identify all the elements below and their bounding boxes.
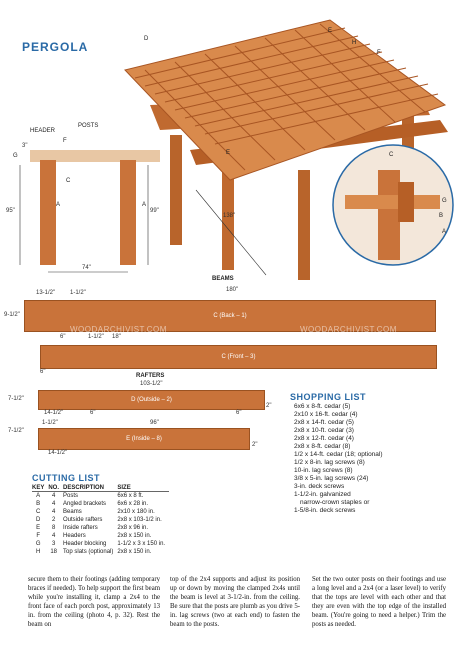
dim-header-3: 3": [22, 143, 28, 149]
label-f-left: F: [63, 138, 67, 144]
rafter-outside-board: D (Outside – 2): [38, 390, 265, 410]
list-item: 10-in. lag screws (8): [294, 467, 353, 474]
table-row: E 8 Inside rafters 2x8 x 96 in.: [36, 525, 149, 531]
dim-beam-end-1: 13-1/2": [36, 290, 56, 296]
dim-beam-end-2: 1-1/2": [70, 290, 86, 296]
dim-rafter-notch: 14-1/2": [44, 410, 64, 416]
dim-rafter-2b: 2": [252, 442, 258, 448]
dim-post-95: 95": [6, 208, 15, 214]
list-item: 3-in. deck screws: [294, 483, 345, 490]
label-beams: BEAMS: [212, 276, 234, 282]
cutting-list-table: [32, 485, 262, 556]
label-d: D: [144, 36, 149, 42]
table-row: F 4 Headers 2x8 x 150 in.: [36, 533, 152, 539]
watermark-2: WOODARCHIVIST.COM: [300, 325, 397, 334]
label-g: G: [442, 198, 447, 204]
list-item: 1/2 x 14-ft. cedar (18; optional): [294, 451, 383, 458]
body-column-2: top of the 2x4 supports and adjust its position up or down by moving the clamped 2x4s until the beam is level at 3-1/2-in. from the ceiling. Be sure that the posts are plumb as you drive 5-in. lag screws (two at each end) to fasten the beam to the posts.: [170, 576, 300, 628]
list-item: 1-1/2-in. galvanized: [294, 491, 351, 498]
label-b: B: [439, 213, 444, 219]
label-a: A: [442, 229, 447, 235]
dim-rafter-6: 6": [90, 410, 96, 416]
label-e2: E: [226, 150, 231, 156]
beam-back-board: C (Back – 1): [24, 300, 436, 332]
table-row: D 2 Outside rafters 2x8 x 103-1/2 in.: [36, 517, 162, 523]
label-h: H: [352, 40, 357, 46]
detail-post: [378, 170, 400, 260]
shopping-list-title: SHOPPING LIST: [290, 392, 367, 402]
dim-beam-depth: 9-1/2": [4, 312, 20, 318]
dim-rafter-notch-2: 14-1/2": [48, 450, 68, 456]
list-item: 3/8 x 5-in. lag screws (24): [294, 475, 369, 482]
label-rafters: RAFTERS: [136, 373, 165, 379]
detail-header: [345, 195, 440, 209]
label-e: E: [328, 28, 333, 34]
list-item: 1/2 x 8-in. lag screws (8): [294, 459, 365, 466]
dim-rafter-depth: 7-1/2": [8, 396, 24, 402]
list-item: 2x8 x 8-ft. cedar (8): [294, 443, 351, 450]
body-column-3: Set the two outer posts on their footings and use a long level and a 2x4 (or a laser level) to verify that the tops are level with each other and that they are even with the top edge of the installed beam. (You're going to need a helper.) Trim the posts as needed.: [312, 576, 446, 628]
table-row: G 3 Header blocking 1-1/2 x 3 x 150 in.: [35, 541, 166, 547]
list-item: 2x8 x 12-ft. cedar (4): [294, 435, 354, 442]
label-header: HEADER: [30, 128, 56, 134]
label-f: F: [377, 50, 381, 56]
dim-beam-1-5: 1-1/2": [88, 334, 104, 340]
cutting-list-header: KEY NO. DESCRIPTION SIZE: [32, 485, 169, 492]
list-item: 2x8 x 10-ft. cedar (3): [294, 427, 354, 434]
dim-rafter-length: 103-1/2": [140, 381, 163, 387]
shopping-list: [294, 403, 383, 515]
dim-top-span: 138": [223, 213, 236, 219]
table-row: H 18 Top slats (optional) 2x8 x 150 in.: [36, 549, 152, 555]
post-a-left: [40, 160, 56, 265]
table-row: C 4 Beams 2x10 x 180 in.: [36, 509, 155, 515]
cutting-list-title: CUTTING LIST: [32, 473, 100, 483]
label-a-right: A: [142, 202, 147, 208]
list-item: 1-5/8-in. deck screws: [294, 507, 356, 514]
dim-rafter-2: 2": [266, 403, 272, 409]
table-row: B 4 Angled brackets 6x6 x 28 in.: [36, 501, 149, 507]
dim-post-99: 99": [150, 208, 159, 214]
list-item: narrow-crown staples or: [300, 499, 370, 506]
table-row: A 4 Posts 6x6 x 8 ft.: [36, 493, 144, 499]
dim-beam-6: 6": [60, 334, 66, 340]
body-column-1: secure them to their footings (adding temporary braces if needed). To help support the first beam while you're installing it, clamp a 2x4 to the front face of each porch post, approximately 13 in. from the ceiling (photo 4, p. 32). Rest the beam on: [28, 576, 160, 628]
dim-rafter-96: 96": [150, 420, 159, 426]
dim-beam-6b: 6": [40, 369, 46, 375]
list-item: 6x6 x 8-ft. cedar (5): [294, 403, 351, 410]
label-posts: POSTS: [78, 123, 99, 129]
label-g-left: G: [13, 153, 18, 159]
dim-beam-length: 180": [226, 287, 239, 293]
list-item: 2x10 x 16-ft. cedar (4): [294, 411, 358, 418]
dim-beam-18: 18": [112, 334, 121, 340]
post-a-right: [120, 160, 136, 265]
dim-post-74: 74": [82, 265, 91, 271]
post-front-right: [298, 170, 310, 280]
pergola-illustration: [0, 0, 474, 300]
rafter-inside-board: E (Inside – 8): [38, 428, 250, 450]
post-back-left: [170, 135, 182, 245]
dim-rafter-depth-2: 7-1/2": [8, 428, 24, 434]
page-title: PERGOLA: [22, 40, 89, 54]
list-item: 2x8 x 14-ft. cedar (5): [294, 419, 354, 426]
dim-rafter-6b: 6": [236, 410, 242, 416]
detail-block: [398, 182, 414, 222]
label-a-left: A: [56, 202, 61, 208]
watermark-1: WOODARCHIVIST.COM: [70, 325, 167, 334]
dim-rafter-1-5: 1-1/2": [42, 420, 58, 426]
label-c: C: [389, 152, 394, 158]
beam-front-board: C (Front – 3): [40, 345, 437, 369]
label-c-left: C: [66, 178, 71, 184]
